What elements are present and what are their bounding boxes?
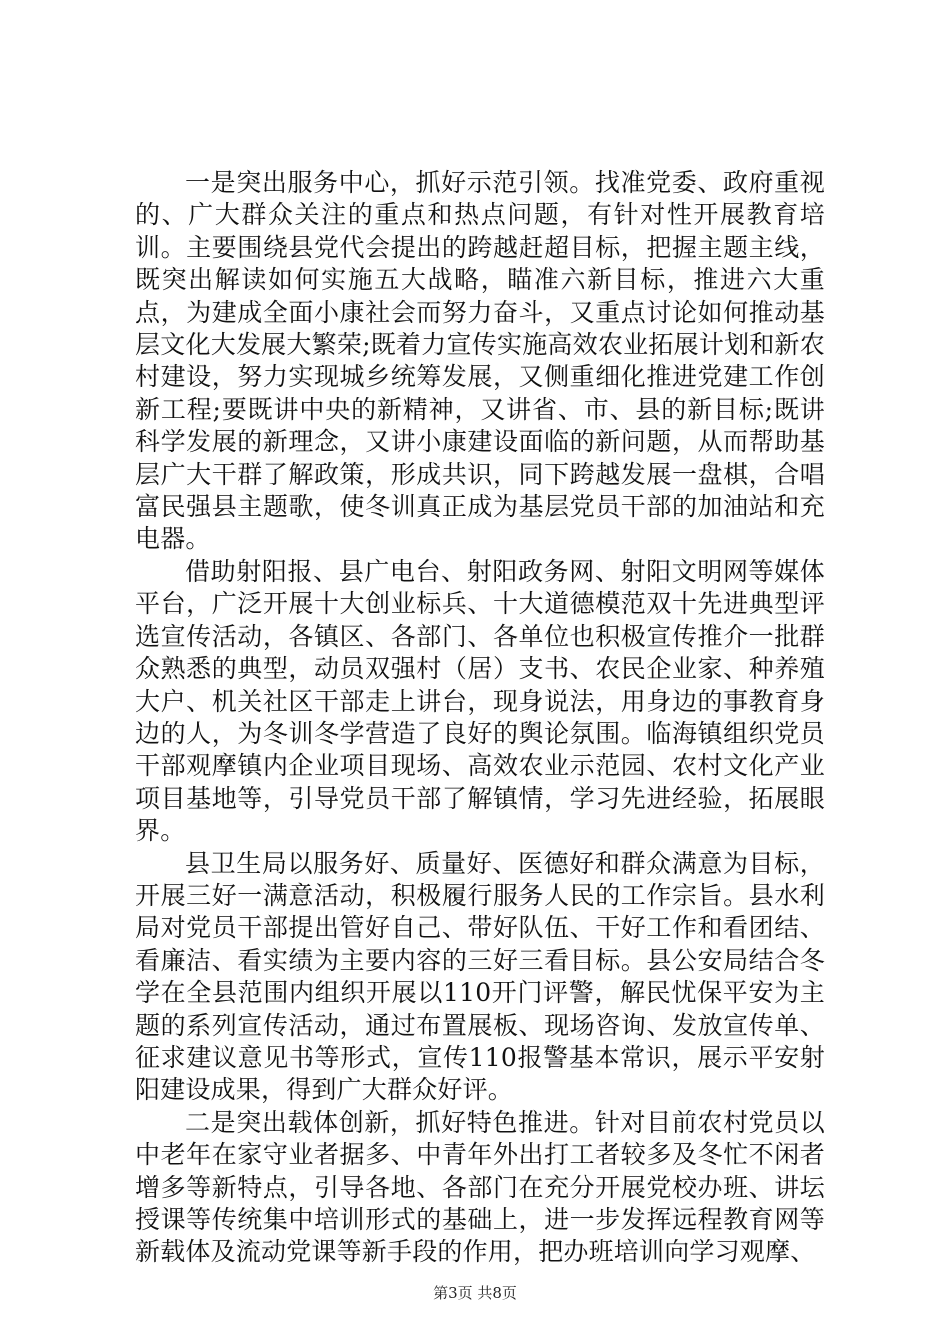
page-number-footer: 第3页 共8页	[433, 1284, 517, 1302]
paragraph-4: 二是突出载体创新，抓好特色推进。针对目前农村党员以中老年在家守业者据多、中青年外出打工者较多及冬忙不闲者增多等新特点，引导各地、各部门在充分开展党校办班、讲坛授课等传统集中培训形式的基础上，进一步发挥远程教育网等新载体及流动党课等新手段的作用，把办班培训向学习观摩、	[135, 1107, 825, 1267]
paragraph-1: 一是突出服务中心，抓好示范引领。找准党委、政府重视的、广大群众关注的重点和热点问题，有针对性开展教育培训。主要围绕县党代会提出的跨越赶超目标，把握主题主线，既突出解读如何实施五大战略，瞄准六新目标，推进六大重点，为建成全面小康社会而努力奋斗，又重点讨论如何推动基层文化大发展大繁荣;既着力宣传实施高效农业拓展计划和新农村建设，努力实现城乡统筹发展，又侧重细化推进党建工作创新工程;要既讲中央的新精神，又讲省、市、县的新目标;既讲科学发展的新理念，又讲小康建设面临的新问题，从而帮助基层广大干群了解政策，形成共识，同下跨越发展一盘棋，合唱富民强县主题歌，使冬训真正成为基层党员干部的加油站和充电器。	[135, 168, 825, 554]
paragraph-2: 借助射阳报、县广电台、射阳政务网、射阳文明网等媒体平台，广泛开展十大创业标兵、十大道德模范双十先进典型评选宣传活动，各镇区、各部门、各单位也积极宣传推介一批群众熟悉的典型，动员双强村（居）支书、农民企业家、种养殖大户、机关社区干部走上讲台，现身说法，用身边的事教育身边的人，为冬训冬学营造了良好的舆论氛围。临海镇组织党员干部观摩镇内企业项目现场、高效农业示范园、农村文化产业项目基地等，引导党员干部了解镇情，学习先进经验，拓展眼界。	[135, 556, 825, 846]
document-body	[135, 167, 825, 1269]
paragraph-3: 县卫生局以服务好、质量好、医德好和群众满意为目标，开展三好一满意活动，积极履行服务人民的工作宗旨。县水利局对党员干部提出管好自己、带好队伍、干好工作和看团结、看廉洁、看实绩为主要内容的三好三看目标。县公安局结合冬学在全县范围内组织开展以110开门评警，解民忧保平安为主题的系列宣传活动，通过布置展板、现场咨询、发放宣传单、征求建议意见书等形式，宣传110报警基本常识，展示平安射阳建设成果，得到广大群众好评。	[135, 848, 825, 1105]
